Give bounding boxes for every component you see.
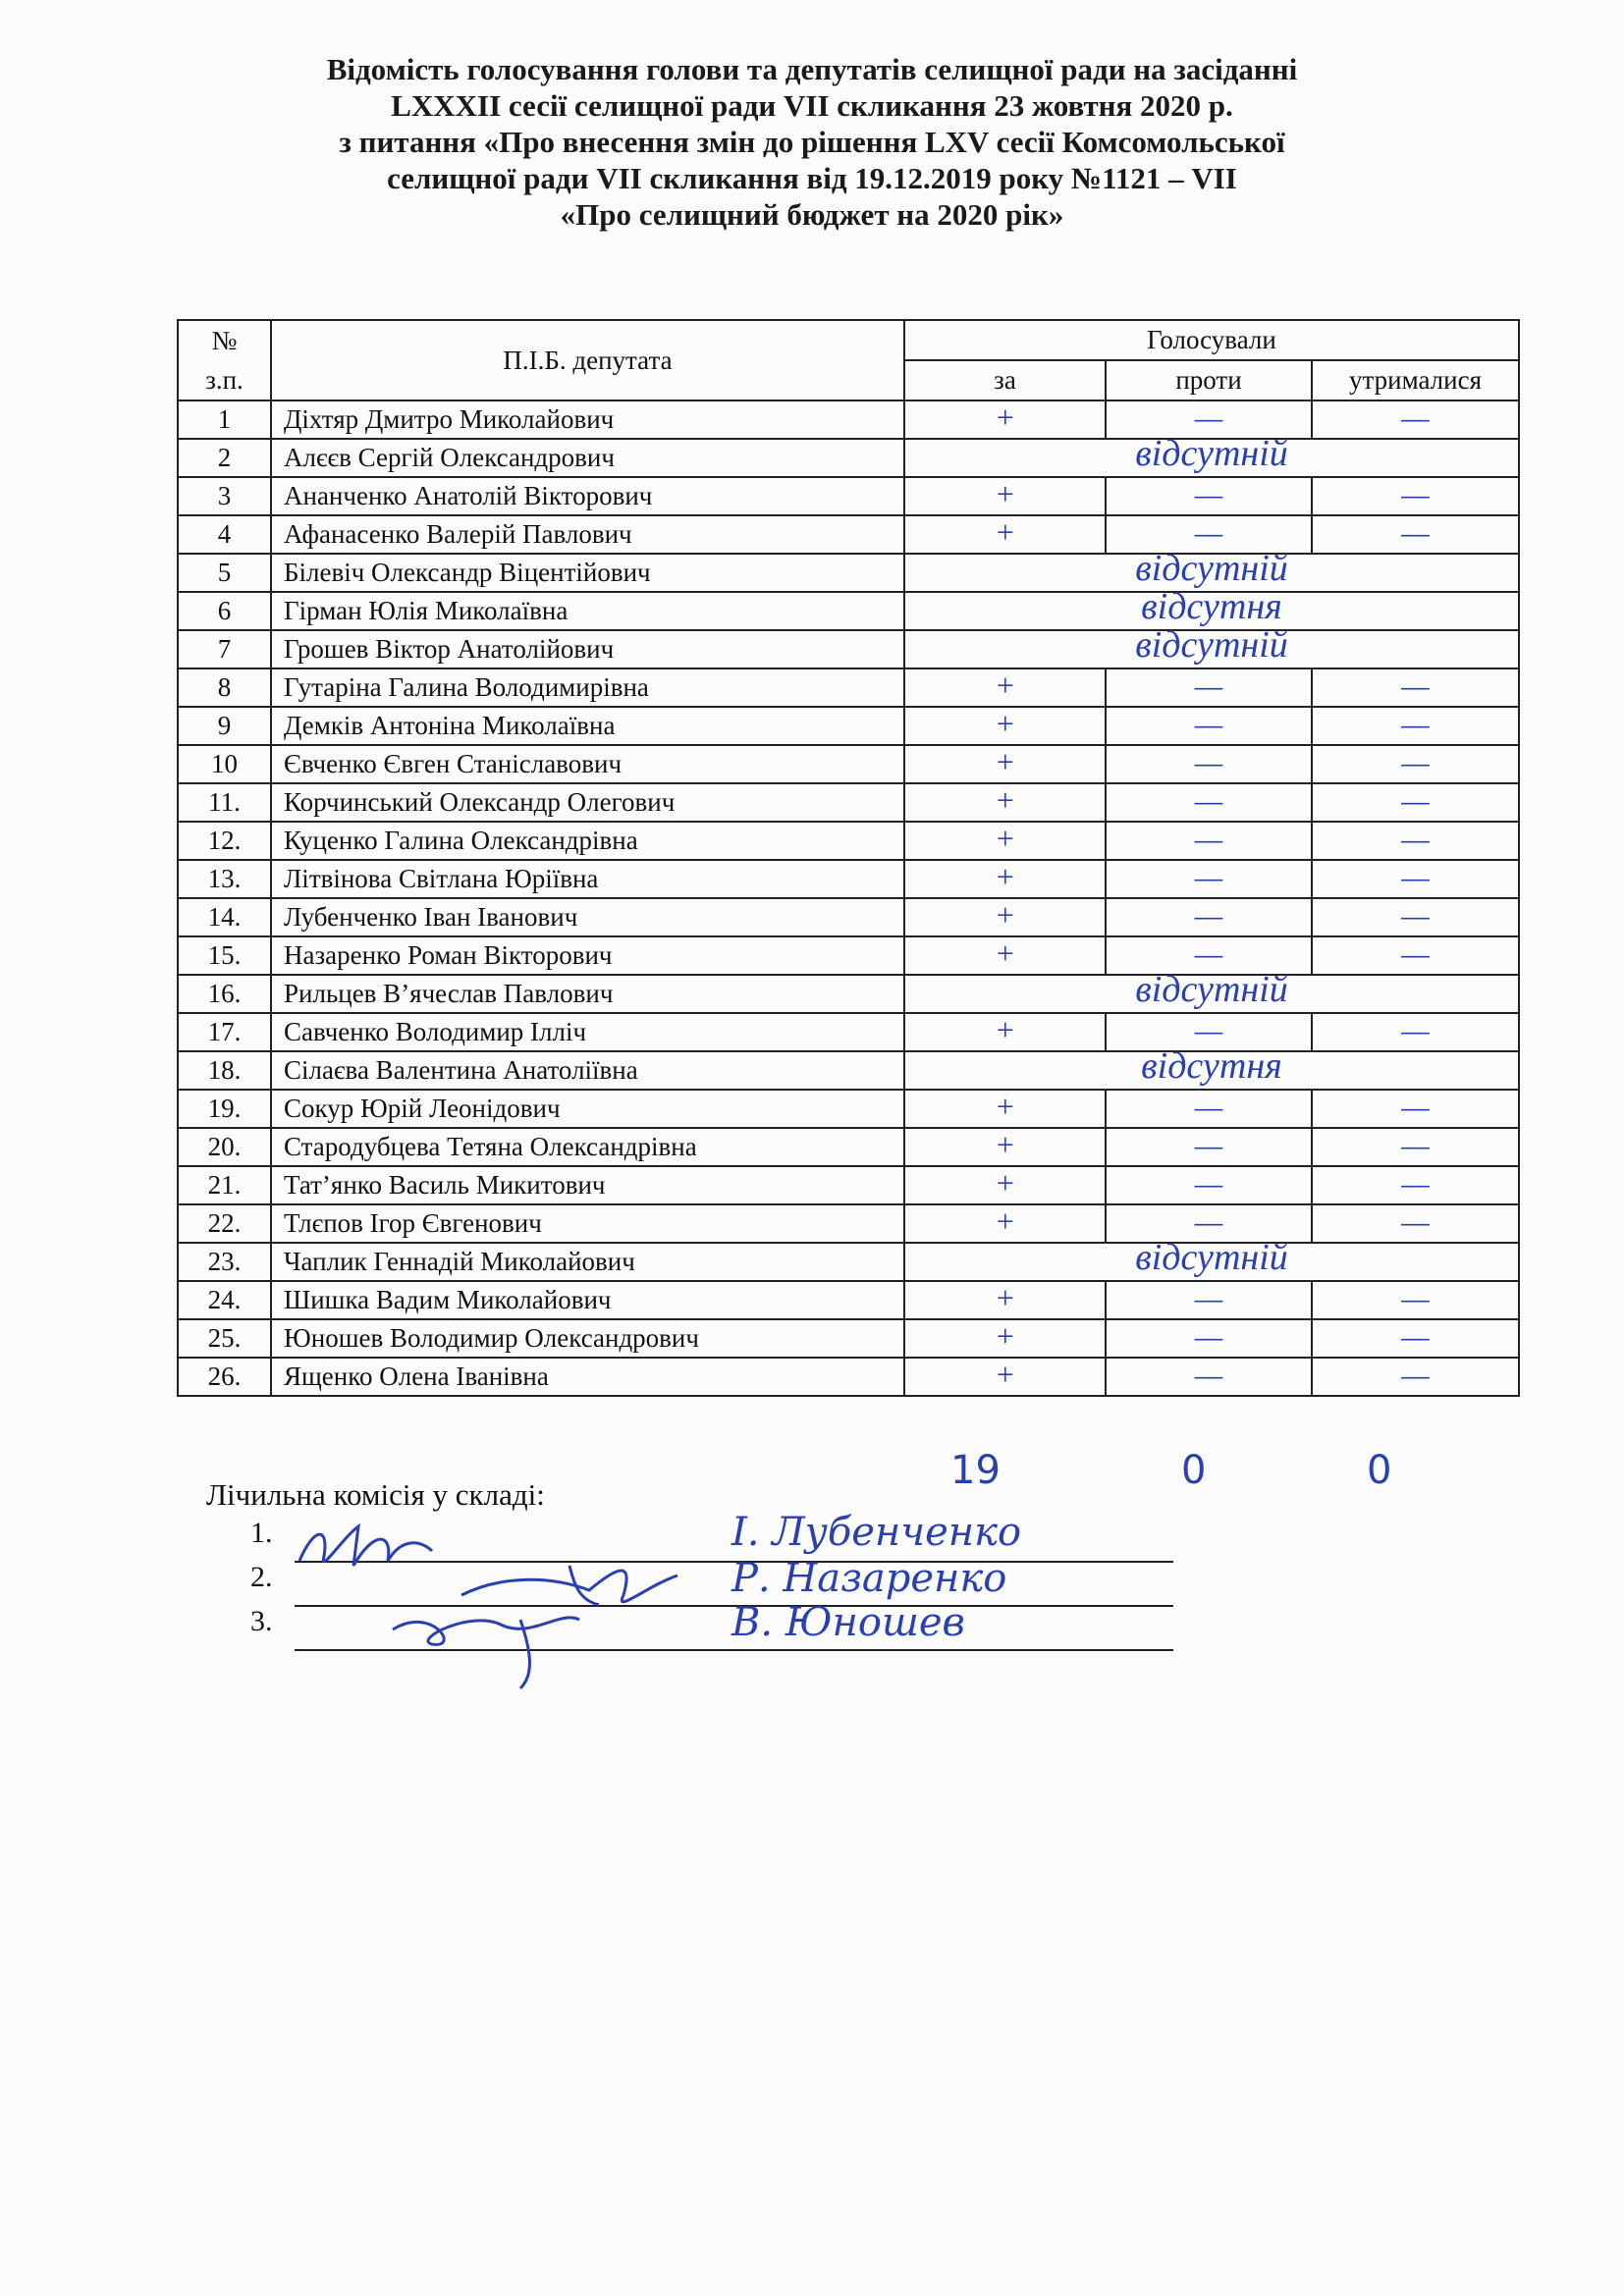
row-number: 4: [178, 515, 271, 554]
signature-3: [373, 1590, 628, 1698]
vote-abstain-cell: [1312, 860, 1519, 898]
row-number: 3: [178, 477, 271, 515]
deputy-name: Білевіч Олександр Віцентійович: [271, 554, 904, 592]
vote-for-mark: +: [994, 514, 1016, 550]
table-row: [178, 1166, 1519, 1204]
vote-abstain-cell: [1312, 707, 1519, 745]
vote-for-cell: [904, 860, 1106, 898]
table-row: [178, 860, 1519, 898]
vote-against-cell: [1106, 668, 1312, 707]
row-number: 10: [178, 745, 271, 783]
vote-for-mark: +: [994, 859, 1016, 894]
absent-cell: [904, 433, 1519, 477]
vote-for-cell: [904, 1319, 1106, 1358]
row-number: 23.: [178, 1243, 271, 1281]
vote-abstain-mark: —: [1401, 400, 1430, 435]
vote-abstain-cell: [1312, 1319, 1519, 1358]
vote-abstain-mark: —: [1401, 1318, 1430, 1354]
deputy-name: Грошев Віктор Анатолійович: [271, 630, 904, 668]
vote-against-cell: [1106, 1166, 1312, 1204]
vote-against-mark: —: [1194, 897, 1223, 933]
table-row: [178, 1243, 1519, 1281]
vote-abstain-cell: [1312, 783, 1519, 822]
absent-mark: відсутній: [1135, 548, 1288, 589]
vote-against-cell: [1106, 860, 1312, 898]
table-row: [178, 1090, 1519, 1128]
vote-against-mark: —: [1194, 1127, 1223, 1162]
vote-for-cell: [904, 668, 1106, 707]
vote-for-mark: +: [994, 400, 1016, 435]
voting-table: [177, 319, 1520, 1397]
vote-against-mark: —: [1194, 1280, 1223, 1315]
vote-for-mark: +: [994, 476, 1016, 511]
vote-against-cell: [1106, 1358, 1312, 1396]
vote-abstain-cell: [1312, 1166, 1519, 1204]
vote-abstain-cell: [1312, 1358, 1519, 1396]
total-for: 19: [950, 1448, 1001, 1493]
deputy-name: Гутаріна Галина Володимирівна: [271, 668, 904, 707]
vote-against-mark: —: [1194, 935, 1223, 971]
document-title: [118, 51, 1506, 233]
commission-member-number: 1.: [250, 1517, 273, 1549]
deputy-name: Євченко Євген Станіславович: [271, 745, 904, 783]
absent-mark: відсутній: [1135, 969, 1288, 1010]
vote-against-cell: [1106, 1319, 1312, 1358]
vote-for-cell: [904, 1090, 1106, 1128]
title-line-4: селищної ради VII скликання від 19.12.2019 року №1121 – VII: [387, 161, 1237, 195]
vote-against-cell: [1106, 1281, 1312, 1319]
vote-against-mark: —: [1194, 1165, 1223, 1201]
vote-against-mark: —: [1194, 744, 1223, 779]
vote-against-cell: [1106, 745, 1312, 783]
deputy-name: Тат’янко Василь Микитович: [271, 1166, 904, 1204]
vote-abstain-mark: —: [1401, 821, 1430, 856]
vote-abstain-mark: —: [1401, 1203, 1430, 1239]
table-row: [178, 630, 1519, 668]
absent-mark: відсутня: [1141, 586, 1282, 627]
row-number: 5: [178, 554, 271, 592]
title-line-2: LXXXII сесії селищної ради VII скликання 23 жовтня 2020 р.: [391, 88, 1233, 123]
table-row: [178, 1281, 1519, 1319]
row-number: 13.: [178, 860, 271, 898]
vote-abstain-cell: [1312, 1090, 1519, 1128]
header-against: проти: [1106, 360, 1312, 400]
vote-against-cell: [1106, 1128, 1312, 1166]
row-number: 24.: [178, 1281, 271, 1319]
vote-against-cell: [1106, 822, 1312, 860]
table-row: [178, 975, 1519, 1013]
vote-against-cell: [1106, 1090, 1312, 1128]
row-number: 25.: [178, 1319, 271, 1358]
row-number: 11.: [178, 783, 271, 822]
absent-cell: [904, 1045, 1519, 1090]
table-row: [178, 477, 1519, 515]
row-number: 26.: [178, 1358, 271, 1396]
table-row: [178, 898, 1519, 936]
row-number: 21.: [178, 1166, 271, 1204]
row-number: 22.: [178, 1204, 271, 1243]
vote-against-mark: —: [1194, 1357, 1223, 1392]
vote-abstain-mark: —: [1401, 1165, 1430, 1201]
vote-against-cell: [1106, 477, 1312, 515]
row-number: 2: [178, 439, 271, 477]
vote-for-mark: +: [994, 667, 1016, 703]
vote-for-cell: [904, 898, 1106, 936]
vote-against-mark: —: [1194, 1089, 1223, 1124]
row-number: 6: [178, 592, 271, 630]
table-row: [178, 1319, 1519, 1358]
vote-against-cell: [1106, 783, 1312, 822]
vote-for-mark: +: [994, 1318, 1016, 1354]
vote-against-cell: [1106, 707, 1312, 745]
deputy-name: Ананченко Анатолій Вікторович: [271, 477, 904, 515]
row-number: 14.: [178, 898, 271, 936]
deputy-name: Савченко Володимир Ілліч: [271, 1013, 904, 1051]
deputy-name: Назаренко Роман Вікторович: [271, 936, 904, 975]
total-abstain: 0: [1367, 1448, 1392, 1493]
deputy-name: Лубенченко Іван Іванович: [271, 898, 904, 936]
row-number: 1: [178, 400, 271, 439]
vote-abstain-mark: —: [1401, 667, 1430, 703]
total-against: 0: [1181, 1448, 1207, 1493]
absent-mark: відсутня: [1141, 1045, 1282, 1087]
signature-1: [285, 1507, 452, 1585]
title-line-1: Відомість голосування голови та депутатів селищної ради на засіданні: [326, 52, 1298, 86]
header-for: за: [904, 360, 1106, 400]
absent-mark: відсутній: [1135, 1237, 1288, 1278]
vote-abstain-mark: —: [1401, 1012, 1430, 1047]
row-number: 12.: [178, 822, 271, 860]
deputy-name: Шишка Вадим Миколайович: [271, 1281, 904, 1319]
deputy-name: Сокур Юрій Леонідович: [271, 1090, 904, 1128]
table-row: [178, 1051, 1519, 1090]
row-number: 19.: [178, 1090, 271, 1128]
row-number: 17.: [178, 1013, 271, 1051]
row-number: 16.: [178, 975, 271, 1013]
vote-for-mark: +: [994, 1127, 1016, 1162]
row-number: 15.: [178, 936, 271, 975]
deputy-name: Літвінова Світлана Юріївна: [271, 860, 904, 898]
vote-abstain-cell: [1312, 1128, 1519, 1166]
deputy-name: Гірман Юлія Миколаївна: [271, 592, 904, 630]
deputy-name: Стародубцева Тетяна Олександрівна: [271, 1128, 904, 1166]
vote-against-mark: —: [1194, 667, 1223, 703]
vote-for-mark: +: [994, 1165, 1016, 1201]
vote-abstain-mark: —: [1401, 1127, 1430, 1162]
deputy-name: Діхтяр Дмитро Миколайович: [271, 400, 904, 439]
vote-abstain-mark: —: [1401, 1280, 1430, 1315]
vote-against-mark: —: [1194, 1012, 1223, 1047]
vote-abstain-cell: [1312, 668, 1519, 707]
vote-abstain-mark: —: [1401, 859, 1430, 894]
row-number: 20.: [178, 1128, 271, 1166]
vote-for-cell: [904, 822, 1106, 860]
vote-for-mark: +: [994, 821, 1016, 856]
vote-abstain-mark: —: [1401, 514, 1430, 550]
vote-for-mark: +: [994, 935, 1016, 971]
commission-member-number: 2.: [250, 1561, 273, 1593]
vote-abstain-cell: [1312, 477, 1519, 515]
deputy-name: Ященко Олена Іванівна: [271, 1358, 904, 1396]
vote-for-cell: [904, 1281, 1106, 1319]
title-line-3: з питання «Про внесення змін до рішення LXV сесії Комсомольської: [339, 125, 1285, 159]
commission-member-name: І. Лубенченко: [731, 1510, 1022, 1555]
deputy-name: Афанасенко Валерій Павлович: [271, 515, 904, 554]
vote-abstain-mark: —: [1401, 1089, 1430, 1124]
table-row: [178, 707, 1519, 745]
deputy-name: Юношев Володимир Олександрович: [271, 1319, 904, 1358]
vote-for-mark: +: [994, 1089, 1016, 1124]
commission-member-name: В. Юношев: [731, 1600, 965, 1645]
vote-against-mark: —: [1194, 1318, 1223, 1354]
commission-member-number: 3.: [250, 1605, 273, 1637]
vote-abstain-cell: [1312, 822, 1519, 860]
deputy-name: Куценко Галина Олександрівна: [271, 822, 904, 860]
vote-against-mark: —: [1194, 1203, 1223, 1239]
vote-for-mark: +: [994, 782, 1016, 818]
vote-for-mark: +: [994, 744, 1016, 779]
vote-for-cell: [904, 783, 1106, 822]
vote-for-cell: [904, 477, 1106, 515]
deputy-name: Корчинський Олександр Олегович: [271, 783, 904, 822]
absent-cell: [904, 1237, 1519, 1281]
table-row: [178, 822, 1519, 860]
vote-abstain-mark: —: [1401, 476, 1430, 511]
header-voted: Голосували: [904, 320, 1519, 360]
row-number: 7: [178, 630, 271, 668]
vote-against-mark: —: [1194, 476, 1223, 511]
vote-abstain-mark: —: [1401, 782, 1430, 818]
vote-for-mark: +: [994, 706, 1016, 741]
absent-mark: відсутній: [1135, 433, 1288, 474]
vote-against-mark: —: [1194, 400, 1223, 435]
row-number: 18.: [178, 1051, 271, 1090]
commission-member-name: Р. Назаренко: [731, 1556, 1007, 1601]
vote-for-mark: +: [994, 1357, 1016, 1392]
vote-against-mark: —: [1194, 821, 1223, 856]
row-number: 9: [178, 707, 271, 745]
header-abstain: утрималися: [1312, 360, 1519, 400]
deputy-name: Демків Антоніна Миколаївна: [271, 707, 904, 745]
header-number: № з.п.: [178, 320, 271, 400]
table-row: [178, 1128, 1519, 1166]
absent-mark: відсутній: [1135, 624, 1288, 666]
vote-for-mark: +: [994, 1203, 1016, 1239]
deputy-name: Сілаєва Валентина Анатоліївна: [271, 1051, 904, 1090]
vote-against-mark: —: [1194, 514, 1223, 550]
vote-abstain-mark: —: [1401, 897, 1430, 933]
absent-cell: [904, 624, 1519, 668]
row-number: 8: [178, 668, 271, 707]
vote-for-cell: [904, 1128, 1106, 1166]
commission-label: Лічильна комісія у складі:: [206, 1477, 545, 1512]
table-row: [178, 1358, 1519, 1396]
deputy-name: Рильцев В’ячеслав Павлович: [271, 975, 904, 1013]
vote-against-mark: —: [1194, 782, 1223, 818]
deputy-name: Алєєв Сергій Олександрович: [271, 439, 904, 477]
vote-for-mark: +: [994, 897, 1016, 933]
vote-for-cell: [904, 707, 1106, 745]
title-line-5: «Про селищний бюджет на 2020 рік»: [560, 197, 1064, 232]
table-row: [178, 668, 1519, 707]
vote-against-mark: —: [1194, 706, 1223, 741]
vote-abstain-cell: [1312, 898, 1519, 936]
table-row: [178, 439, 1519, 477]
vote-for-cell: [904, 1166, 1106, 1204]
vote-for-mark: +: [994, 1280, 1016, 1315]
vote-for-cell: [904, 745, 1106, 783]
vote-for-mark: +: [994, 1012, 1016, 1047]
deputy-name: Тлєпов Ігор Євгенович: [271, 1204, 904, 1243]
vote-abstain-cell: [1312, 1281, 1519, 1319]
vote-abstain-mark: —: [1401, 935, 1430, 971]
vote-for-cell: [904, 1358, 1106, 1396]
vote-abstain-cell: [1312, 745, 1519, 783]
header-name: П.І.Б. депутата: [271, 320, 904, 400]
table-body: [178, 400, 1519, 1396]
absent-cell: [904, 969, 1519, 1013]
table-row: [178, 783, 1519, 822]
vote-against-mark: —: [1194, 859, 1223, 894]
table-row: [178, 745, 1519, 783]
vote-abstain-mark: —: [1401, 1357, 1430, 1392]
vote-abstain-mark: —: [1401, 706, 1430, 741]
vote-abstain-mark: —: [1401, 744, 1430, 779]
vote-against-cell: [1106, 898, 1312, 936]
deputy-name: Чаплик Геннадій Миколайович: [271, 1243, 904, 1281]
